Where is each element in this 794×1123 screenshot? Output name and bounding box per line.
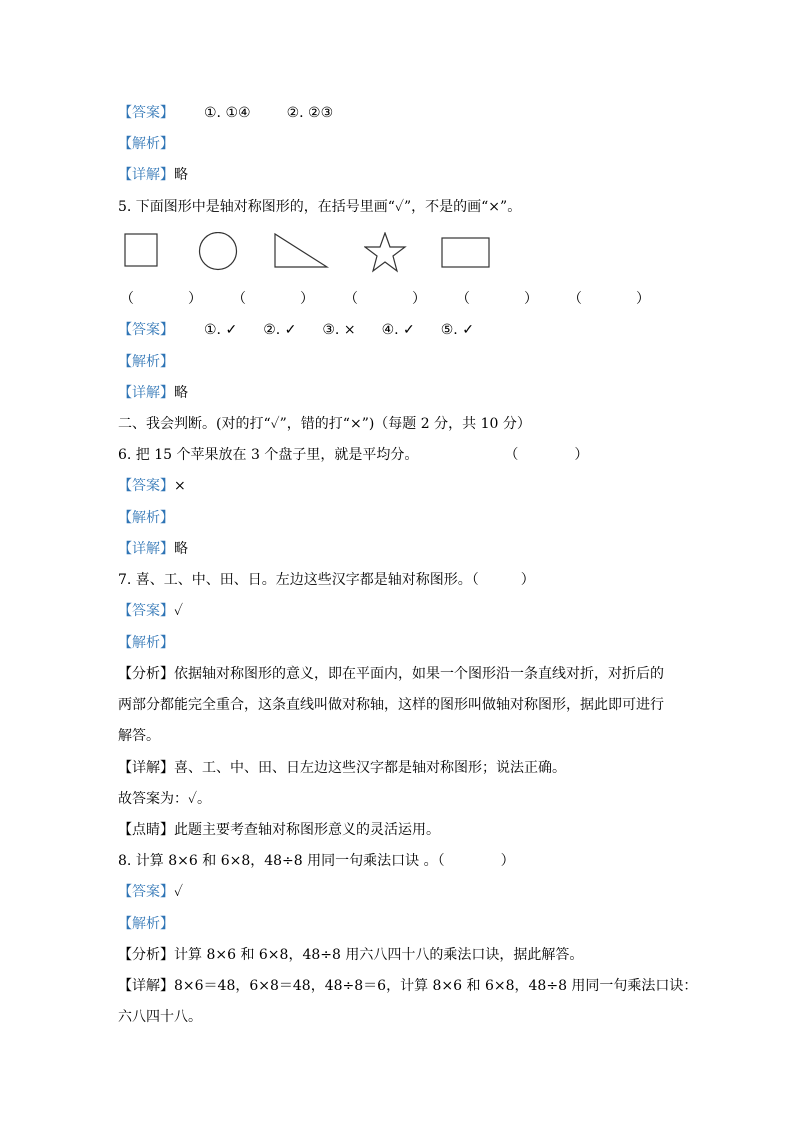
q5-shapes bbox=[118, 232, 538, 274]
bracket-open-1: （ bbox=[120, 291, 134, 307]
jiexi-tag: 【解析】 bbox=[118, 510, 174, 526]
q6-question: 6. 把 15 个苹果放在 3 个盘子里，就是平均分。 bbox=[118, 447, 419, 463]
q5-detail-line bbox=[118, 383, 188, 403]
q4-detail-line bbox=[118, 165, 188, 185]
bracket-open-2: （ bbox=[232, 291, 246, 307]
q8-answer-line bbox=[118, 882, 183, 902]
bracket-open-5: （ bbox=[568, 291, 582, 307]
q7-comment-line bbox=[118, 820, 440, 840]
detail-tag: 【详解】 bbox=[118, 541, 174, 557]
q6-paren: （ ） bbox=[504, 447, 589, 463]
q7-answer: ✓ bbox=[174, 603, 184, 619]
q4-answer-line bbox=[118, 103, 333, 123]
bracket-close-3: ） bbox=[412, 291, 426, 307]
q5-answer-4: ④. ✓ bbox=[381, 322, 415, 338]
comment-tag: 【点睛】 bbox=[118, 822, 174, 838]
q4-detail: 略 bbox=[174, 167, 188, 183]
q5-answer-line bbox=[118, 320, 474, 340]
q7-analysis-line-1 bbox=[118, 664, 664, 684]
analysis-tag: 【分析】 bbox=[118, 947, 174, 963]
q8-question: 8. 计算 8×6 和 6×8，48÷8 用同一句乘法口诀 。（ ） bbox=[118, 853, 515, 869]
q7-detail: 喜、工、中、田、日左边这些汉字都是轴对称图形；说法正确。 bbox=[174, 760, 566, 776]
q6-detail-line bbox=[118, 539, 188, 559]
q4-answer-2: ②. ②③ bbox=[286, 105, 334, 121]
section-2-heading: 二、我会判断。(对的打“✓”，错的打“×”)（每题 2 分，共 10 分） bbox=[118, 416, 531, 432]
answer-tag: 【答案】 bbox=[118, 105, 174, 121]
circle-icon bbox=[198, 232, 240, 272]
right-triangle-icon bbox=[274, 232, 330, 270]
answer-tag: 【答案】 bbox=[118, 603, 174, 619]
q7-answer-line bbox=[118, 601, 183, 621]
q6-answer: × bbox=[174, 478, 186, 494]
answer-tag: 【答案】 bbox=[118, 322, 174, 338]
q8-detail-line-1 bbox=[118, 976, 697, 996]
bracket-open-4: （ bbox=[456, 291, 470, 307]
q8-detail-line-2: 六八四十八。 bbox=[118, 1009, 202, 1025]
q5-answer-5: ⑤. ✓ bbox=[440, 322, 474, 338]
star-icon bbox=[364, 232, 408, 274]
detail-tag: 【详解】 bbox=[118, 760, 174, 776]
q5-answer-1: ①. ✓ bbox=[204, 322, 238, 338]
q7-comment: 此题主要考查轴对称图形意义的灵活运用。 bbox=[174, 822, 440, 838]
q5-answer-2: ②. ✓ bbox=[263, 322, 297, 338]
bracket-open-3: （ bbox=[344, 291, 358, 307]
q6-question-line bbox=[118, 445, 588, 465]
q5-detail: 略 bbox=[174, 385, 188, 401]
jiexi-tag: 【解析】 bbox=[118, 635, 174, 651]
q7-conclusion: 故答案为：✓。 bbox=[118, 791, 212, 807]
q5-question: 5. 下面图形中是轴对称图形的，在括号里画“✓”，不是的画“×”。 bbox=[118, 199, 522, 215]
analysis-tag: 【分析】 bbox=[118, 666, 174, 682]
detail-tag: 【详解】 bbox=[118, 978, 174, 994]
q7-detail-line bbox=[118, 758, 566, 778]
jiexi-tag: 【解析】 bbox=[118, 916, 174, 932]
detail-tag: 【详解】 bbox=[118, 385, 174, 401]
q8-analysis: 计算 8×6 和 6×8，48÷8 用六八四十八的乘法口诀，据此解答。 bbox=[174, 947, 584, 963]
answer-tag: 【答案】 bbox=[118, 478, 174, 494]
jiexi-tag: 【解析】 bbox=[118, 136, 174, 152]
q7-question: 7. 喜、工、中、田、日。左边这些汉字都是轴对称图形。（ ） bbox=[118, 572, 535, 588]
detail-tag: 【详解】 bbox=[118, 167, 174, 183]
jiexi-tag: 【解析】 bbox=[118, 354, 174, 370]
q4-answer-1: ①. ①④ bbox=[204, 105, 251, 121]
q8-analysis-line bbox=[118, 945, 583, 965]
q6-detail: 略 bbox=[174, 541, 188, 557]
q8-detail-1: 8×6＝48，6×8＝48，48÷8＝6，计算 8×6 和 6×8，48÷8 用同一句乘法口诀： bbox=[174, 978, 698, 994]
bracket-close-4: ） bbox=[524, 291, 538, 307]
answer-tag: 【答案】 bbox=[118, 884, 174, 900]
q7-analysis-1: 依据轴对称图形的意义，即在平面内，如果一个图形沿一条直线对折，对折后的 bbox=[174, 666, 664, 682]
q5-brackets bbox=[118, 288, 678, 308]
rectangle-icon bbox=[441, 232, 491, 268]
q6-answer-line bbox=[118, 476, 186, 496]
bracket-close-1: ） bbox=[188, 291, 202, 307]
q8-answer: ✓ bbox=[174, 884, 184, 900]
q5-answer-3: ③. × bbox=[322, 322, 356, 338]
square-icon bbox=[124, 232, 160, 268]
q7-analysis-line-2: 两部分都能完全重合，这条直线叫做对称轴，这样的图形叫做轴对称图形，据此即可进行 bbox=[118, 697, 664, 713]
bracket-close-2: ） bbox=[300, 291, 314, 307]
q7-analysis-line-3: 解答。 bbox=[118, 728, 160, 744]
bracket-close-5: ） bbox=[636, 291, 650, 307]
